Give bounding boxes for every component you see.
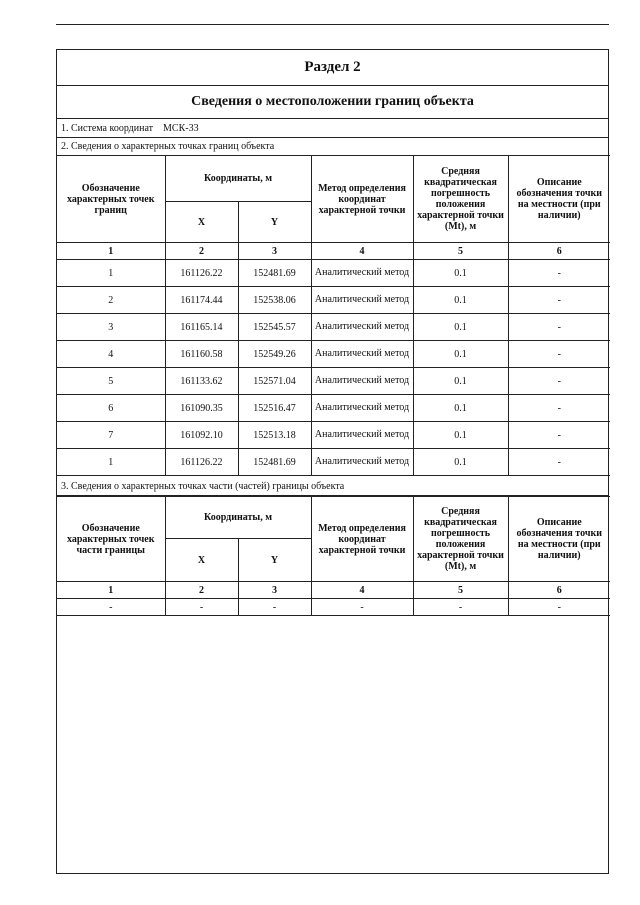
cell-method: Аналитический метод <box>311 314 413 341</box>
part-points-table <box>57 496 610 616</box>
cell-error: 0.1 <box>413 287 508 314</box>
header-y: Y <box>238 539 311 582</box>
col-number: 3 <box>238 582 311 599</box>
col-number: 1 <box>57 243 165 260</box>
header-error: Средняя квадратическая погрешность положения характерной точки (Mt), м <box>413 156 508 243</box>
cell-point: 1 <box>57 260 165 287</box>
cell-y: 152516.47 <box>238 395 311 422</box>
col-number: 6 <box>508 582 610 599</box>
col-number: 5 <box>413 243 508 260</box>
cell-method: Аналитический метод <box>311 449 413 476</box>
cell-method: Аналитический метод <box>311 287 413 314</box>
col-number: 6 <box>508 243 610 260</box>
header-coords: Координаты, м <box>165 497 311 539</box>
header-error: Средняя квадратическая погрешность положения характерной точки (Mt), м <box>413 497 508 582</box>
section-title: Раздел 2 <box>57 50 608 86</box>
document-frame <box>56 49 609 874</box>
cell-y: 152549.26 <box>238 341 311 368</box>
cell-description: - <box>508 314 610 341</box>
cell-error: 0.1 <box>413 368 508 395</box>
cell-y: 152545.57 <box>238 314 311 341</box>
cell-x: 161092.10 <box>165 422 238 449</box>
table2-caption: 3. Сведения о характерных точках части (частей) границы объекта <box>57 478 608 496</box>
cell-point: 2 <box>57 287 165 314</box>
cell-error: 0.1 <box>413 422 508 449</box>
table-row <box>57 368 610 395</box>
col-number: 2 <box>165 243 238 260</box>
header-point: Обозначение характерных точек части границы <box>57 497 165 582</box>
column-numbers-row <box>57 582 610 599</box>
header-x: X <box>165 539 238 582</box>
cell-description: - <box>508 260 610 287</box>
col-number: 4 <box>311 582 413 599</box>
header-x: X <box>165 202 238 243</box>
cell-method: Аналитический метод <box>311 341 413 368</box>
cell-point: - <box>57 599 165 616</box>
header-description: Описание обозначения точки на местности (при наличии) <box>508 156 610 243</box>
cell-description: - <box>508 395 610 422</box>
cell-error: 0.1 <box>413 260 508 287</box>
cell-x: 161165.14 <box>165 314 238 341</box>
cell-x: 161160.58 <box>165 341 238 368</box>
table-row <box>57 287 610 314</box>
cell-method: Аналитический метод <box>311 422 413 449</box>
cell-point: 7 <box>57 422 165 449</box>
header-point: Обозначение характерных точек границ <box>57 156 165 243</box>
header-coords: Координаты, м <box>165 156 311 202</box>
col-number: 2 <box>165 582 238 599</box>
cell-error: - <box>413 599 508 616</box>
table1-caption: 2. Сведения о характерных точках границ объекта <box>57 138 608 156</box>
cell-error: 0.1 <box>413 449 508 476</box>
cell-method: Аналитический метод <box>311 260 413 287</box>
cell-point: 6 <box>57 395 165 422</box>
table-row <box>57 314 610 341</box>
cell-x: 161133.62 <box>165 368 238 395</box>
table-row <box>57 341 610 368</box>
cell-description: - <box>508 341 610 368</box>
cell-y: 152538.06 <box>238 287 311 314</box>
top-rule <box>56 24 609 25</box>
cell-error: 0.1 <box>413 395 508 422</box>
table-row <box>57 449 610 476</box>
coord-system-line <box>57 119 608 138</box>
cell-point: 1 <box>57 449 165 476</box>
cell-point: 5 <box>57 368 165 395</box>
cell-error: 0.1 <box>413 341 508 368</box>
cell-description: - <box>508 449 610 476</box>
cell-point: 3 <box>57 314 165 341</box>
cell-y: - <box>238 599 311 616</box>
points-table <box>57 155 610 476</box>
cell-method: - <box>311 599 413 616</box>
col-number: 1 <box>57 582 165 599</box>
table-row <box>57 395 610 422</box>
cell-description: - <box>508 422 610 449</box>
table-row <box>57 422 610 449</box>
header-method: Метод определения координат характерной точки <box>311 497 413 582</box>
cell-x: 161090.35 <box>165 395 238 422</box>
cell-description: - <box>508 287 610 314</box>
col-number: 4 <box>311 243 413 260</box>
header-y: Y <box>238 202 311 243</box>
cell-x: - <box>165 599 238 616</box>
cell-method: Аналитический метод <box>311 368 413 395</box>
column-numbers-row <box>57 243 610 260</box>
cell-x: 161126.22 <box>165 260 238 287</box>
cell-y: 152481.69 <box>238 449 311 476</box>
table-row <box>57 599 610 616</box>
cell-x: 161174.44 <box>165 287 238 314</box>
col-number: 3 <box>238 243 311 260</box>
cell-y: 152571.04 <box>238 368 311 395</box>
section-subtitle: Сведения о местоположении границ объекта <box>57 86 608 119</box>
cell-x: 161126.22 <box>165 449 238 476</box>
header-method: Метод определения координат характерной точки <box>311 156 413 243</box>
cell-description: - <box>508 599 610 616</box>
cell-point: 4 <box>57 341 165 368</box>
cell-description: - <box>508 368 610 395</box>
cell-method: Аналитический метод <box>311 395 413 422</box>
table-row <box>57 260 610 287</box>
header-description: Описание обозначения точки на местности (при наличии) <box>508 497 610 582</box>
cell-error: 0.1 <box>413 314 508 341</box>
coord-system-label: 1. Система координат <box>61 122 154 134</box>
coord-system-value: МСК-33 <box>163 122 199 134</box>
cell-y: 152481.69 <box>238 260 311 287</box>
cell-y: 152513.18 <box>238 422 311 449</box>
col-number: 5 <box>413 582 508 599</box>
